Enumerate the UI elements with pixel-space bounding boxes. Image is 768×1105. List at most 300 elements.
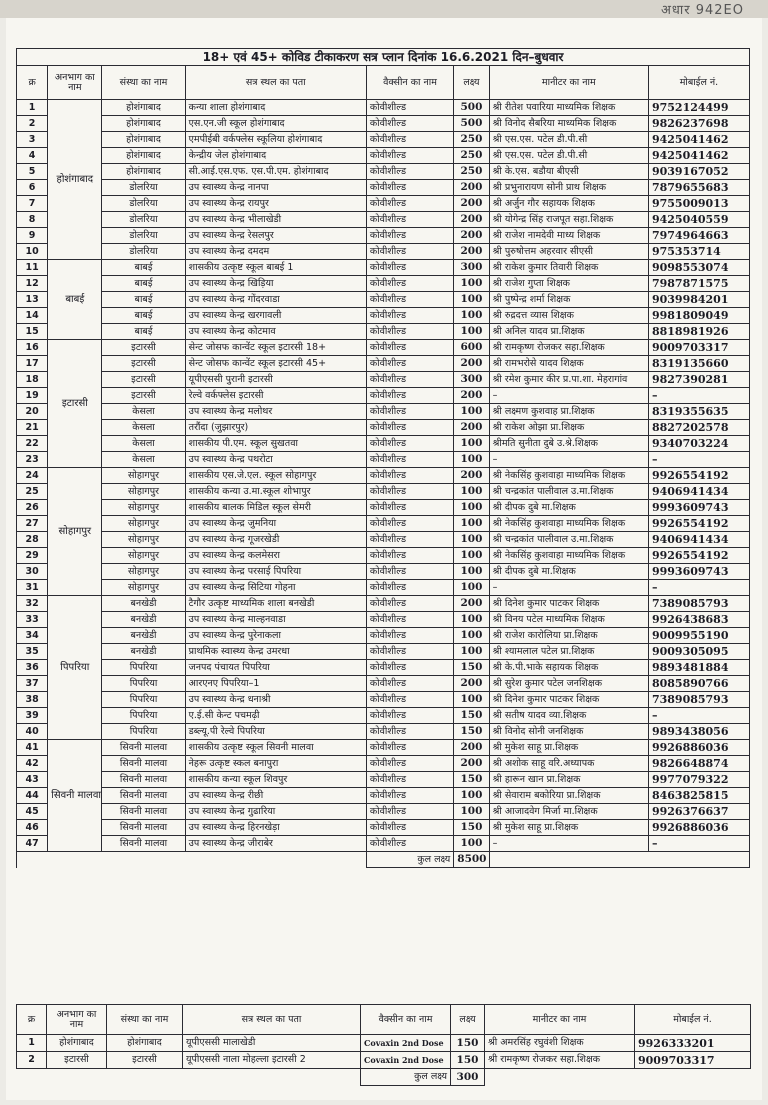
row-target: 100 [454, 436, 489, 452]
row-mobile: 9926886036 [648, 820, 749, 836]
row-site: उप स्वास्थ्य केन्द्र गोंदरवाडा [185, 292, 366, 308]
row-institution: सिवनी मालवा [102, 772, 185, 788]
row-institution: डोलरिया [102, 196, 185, 212]
row-site: तरौंदा (जुझारपुर) [185, 420, 366, 436]
row-vaccine: कोवीशील्ड [366, 772, 453, 788]
row-target: 100 [454, 804, 489, 820]
row-site: एस.एन.जी स्कूल होशंगाबाद [185, 116, 366, 132]
row-sr: 37 [17, 676, 48, 692]
header-mobile: मोबाईल नं. [648, 66, 749, 100]
header-monitor: मानीटर का नाम [489, 66, 648, 100]
row-monitor: श्री लक्ष्मण कुशवाह प्रा.शिक्षक [489, 404, 648, 420]
row-vaccine: कोवीशील्ड [366, 500, 453, 516]
row-target: 100 [454, 612, 489, 628]
row-monitor: श्री अनिल यादव प्रा.शिक्षक [489, 324, 648, 340]
section-name: पिपरिया [48, 596, 102, 740]
row-sr: 3 [17, 132, 48, 148]
row-site: उप स्वास्थ्य केन्द्र भीलाखेडी [185, 212, 366, 228]
row-monitor: श्री दिनेश कुमार पाटकर शिक्षक [489, 596, 648, 612]
row-target: 100 [454, 404, 489, 420]
row-sr: 14 [17, 308, 48, 324]
row-vaccine: कोवीशील्ड [366, 788, 453, 804]
row-vaccine: कोवीशील्ड [366, 804, 453, 820]
row-mobile: 8827202578 [648, 420, 749, 436]
row-sr: 19 [17, 388, 48, 404]
row-mobile: 9425041462 [648, 148, 749, 164]
row-target: 100 [454, 276, 489, 292]
row-institution: इटारसी [107, 1052, 183, 1069]
row-mobile: 9406941434 [648, 532, 749, 548]
table-row [17, 628, 750, 644]
covaxin-header-row [17, 1005, 751, 1035]
table-row [17, 724, 750, 740]
row-monitor: श्री रामभरोसे यादव शिक्षक [489, 356, 648, 372]
table-row [17, 564, 750, 580]
row-mobile: 9009305095 [648, 644, 749, 660]
row-sr: 33 [17, 612, 48, 628]
row-sr: 9 [17, 228, 48, 244]
row-target: 150 [451, 1052, 485, 1069]
table-row [17, 292, 750, 308]
row-institution: बनखेडी [102, 596, 185, 612]
row-sr: 46 [17, 820, 48, 836]
row-monitor: – [489, 388, 648, 404]
row-target: 100 [454, 516, 489, 532]
table-row [17, 580, 750, 596]
row-site: केन्द्रीय जेल होशंगाबाद [185, 148, 366, 164]
table-row [17, 644, 750, 660]
header-site: सत्र स्थल का पता [185, 66, 366, 100]
row-monitor: श्री राकेश ओझा प्रा.शिक्षक [489, 420, 648, 436]
row-target: 600 [454, 340, 489, 356]
row-sr: 22 [17, 436, 48, 452]
row-mobile: 8319135660 [648, 356, 749, 372]
row-monitor: श्री राजेश कारोलिया प्रा.शिक्षक [489, 628, 648, 644]
row-sr: 42 [17, 756, 48, 772]
row-target: 250 [454, 164, 489, 180]
row-mobile: 9406941434 [648, 484, 749, 500]
row-mobile: 8085890766 [648, 676, 749, 692]
row-institution: डोलरिया [102, 244, 185, 260]
row-vaccine: कोवीशील्ड [366, 196, 453, 212]
row-vaccine: कोवीशील्ड [366, 388, 453, 404]
row-sr: 21 [17, 420, 48, 436]
row-mobile: 9977079322 [648, 772, 749, 788]
table-row [17, 804, 750, 820]
row-institution: होशंगाबाद [102, 132, 185, 148]
row-institution: बाबई [102, 260, 185, 276]
row-target: 200 [454, 740, 489, 756]
row-vaccine: कोवीशील्ड [366, 180, 453, 196]
row-sr: 35 [17, 644, 48, 660]
row-monitor: श्री आजादवेग मिर्जा मा.शिक्षक [489, 804, 648, 820]
cov-header-mobile: मोबाईल नं. [635, 1005, 751, 1035]
row-target: 100 [454, 644, 489, 660]
row-sr: 47 [17, 836, 48, 852]
row-mobile: 9926438683 [648, 612, 749, 628]
row-target: 150 [454, 772, 489, 788]
row-monitor: श्री सेवाराम बकोरिया प्रा.शिक्षक [489, 788, 648, 804]
row-institution: सोहागपुर [102, 516, 185, 532]
row-mobile: 9009703317 [635, 1052, 751, 1069]
row-monitor: श्री अशोक साहू वरि.अध्यापक [489, 756, 648, 772]
row-site: उप स्वास्थ्य केन्द्र रायपुर [185, 196, 366, 212]
table-row [17, 468, 750, 484]
row-target: 100 [454, 548, 489, 564]
covaxin-session-table [16, 1004, 751, 1086]
row-sr: 23 [17, 452, 48, 468]
row-target: 200 [454, 356, 489, 372]
row-site: उप स्वास्थ्य केन्द्र पथरोटा [185, 452, 366, 468]
section-name: होशंगाबाद [48, 100, 102, 260]
row-monitor: श्री श्यामलाल पटेल प्रा.शिक्षक [489, 644, 648, 660]
row-institution: बनखेडी [102, 612, 185, 628]
row-target: 200 [454, 388, 489, 404]
table-row [17, 708, 750, 724]
row-monitor: श्रीमति सुनीता दुबे उ.श्रे.शिक्षक [489, 436, 648, 452]
row-mobile: 9425041462 [648, 132, 749, 148]
row-institution: पिपरिया [102, 676, 185, 692]
row-vaccine: कोवीशील्ड [366, 340, 453, 356]
row-target: 100 [454, 788, 489, 804]
row-sr: 44 [17, 788, 48, 804]
row-mobile: 8818981926 [648, 324, 749, 340]
table-row [17, 260, 750, 276]
row-monitor: श्री विनोद सैबरिया माध्यमिक शिक्षक [489, 116, 648, 132]
row-site: शासकीय उत्कृष्ट स्कूल बाबई 1 [185, 260, 366, 276]
row-sr: 8 [17, 212, 48, 228]
row-mobile: 975353714 [648, 244, 749, 260]
row-sr: 18 [17, 372, 48, 388]
row-site: सेन्ट जोसफ कान्वेंट स्कूल इटारसी 18+ [185, 340, 366, 356]
row-institution: सोहागपुर [102, 532, 185, 548]
row-institution: होशंगाबाद [102, 100, 185, 116]
row-mobile: – [648, 836, 749, 852]
row-institution: सिवनी मालवा [102, 756, 185, 772]
covaxin-total-value: 300 [451, 1069, 485, 1086]
row-institution: सोहागपुर [102, 484, 185, 500]
row-sr: 1 [17, 100, 48, 116]
table-row [17, 660, 750, 676]
row-vaccine: कोवीशील्ड [366, 244, 453, 260]
row-site: उप स्वास्थ्य केन्द्र रेसलपुर [185, 228, 366, 244]
row-institution: केसला [102, 404, 185, 420]
cov-header-institution: संस्था का नाम [107, 1005, 183, 1035]
row-institution: डोलरिया [102, 212, 185, 228]
table-row [17, 452, 750, 468]
row-vaccine: कोवीशील्ड [366, 276, 453, 292]
row-mobile: 9993609743 [648, 500, 749, 516]
row-sr: 34 [17, 628, 48, 644]
row-target: 250 [454, 148, 489, 164]
row-monitor: श्री दीपक दुबे मा.शिक्षक [489, 564, 648, 580]
row-sr: 28 [17, 532, 48, 548]
cov-header-monitor: मानीटर का नाम [485, 1005, 635, 1035]
row-sr: 36 [17, 660, 48, 676]
row-institution: सोहागपुर [102, 548, 185, 564]
row-target: 200 [454, 468, 489, 484]
row-vaccine: कोवीशील्ड [366, 324, 453, 340]
row-monitor: श्री राकेश कुमार तिवारी शिक्षक [489, 260, 648, 276]
row-target: 100 [454, 292, 489, 308]
row-mobile: – [648, 388, 749, 404]
row-sr: 30 [17, 564, 48, 580]
total-value: 8500 [454, 852, 489, 868]
covaxin-total-label: कुल लक्ष्य [361, 1069, 451, 1086]
row-vaccine: कोवीशील्ड [366, 164, 453, 180]
table-row [17, 532, 750, 548]
row-site: उप स्वास्थ्य केन्द्र धनाश्री [185, 692, 366, 708]
row-mobile: 7974964663 [648, 228, 749, 244]
row-mobile: 9425040559 [648, 212, 749, 228]
row-monitor: श्री दीपक दुबे मा.शिक्षक [489, 500, 648, 516]
row-institution: पिपरिया [102, 724, 185, 740]
row-sr: 27 [17, 516, 48, 532]
row-site: यूपीएससी मालाखेडी [183, 1035, 361, 1052]
row-institution: होशंगाबाद [107, 1035, 183, 1052]
row-site: उप स्वास्थ्य केन्द्र सिटिया गोहना [185, 580, 366, 596]
row-monitor: श्री रुद्रदत्त व्यास शिक्षक [489, 308, 648, 324]
row-sr: 24 [17, 468, 48, 484]
row-site: शासकीय बालक मिडिल स्कूल सेमरी [185, 500, 366, 516]
row-monitor: श्री हारून खान प्रा.शिक्षक [489, 772, 648, 788]
table-row [17, 340, 750, 356]
row-mobile: 7389085793 [648, 596, 749, 612]
row-institution: पिपरिया [102, 660, 185, 676]
row-institution: इटारसी [102, 356, 185, 372]
row-target: 100 [454, 836, 489, 852]
row-target: 100 [454, 564, 489, 580]
row-monitor: श्री पुष्पेन्द्र शर्मा शिक्षक [489, 292, 648, 308]
row-institution: इटारसी [102, 340, 185, 356]
row-mobile: 9340703224 [648, 436, 749, 452]
row-mobile: 8319355635 [648, 404, 749, 420]
row-target: 250 [454, 132, 489, 148]
row-vaccine: कोवीशील्ड [366, 532, 453, 548]
header-sr: क्र [17, 66, 48, 100]
row-vaccine: कोवीशील्ड [366, 516, 453, 532]
row-mobile: 9893438056 [648, 724, 749, 740]
section-name: बाबई [48, 260, 102, 340]
row-site: उप स्वास्थ्य केन्द्र कलमेसरा [185, 548, 366, 564]
row-mobile: 9926554192 [648, 548, 749, 564]
row-mobile: 9926554192 [648, 468, 749, 484]
row-vaccine: कोवीशील्ड [366, 676, 453, 692]
row-vaccine: कोवीशील्ड [366, 692, 453, 708]
row-vaccine: कोवीशील्ड [366, 580, 453, 596]
total-spacer-right [485, 1069, 751, 1086]
row-target: 300 [454, 372, 489, 388]
table-row [17, 420, 750, 436]
row-vaccine: कोवीशील्ड [366, 836, 453, 852]
row-monitor: श्री एस.एस. पटेल डी.पी.सी [489, 132, 648, 148]
row-institution: बाबई [102, 292, 185, 308]
row-institution: इटारसी [102, 388, 185, 404]
row-target: 100 [454, 324, 489, 340]
cov-header-target: लक्ष्य [451, 1005, 485, 1035]
row-institution: सिवनी मालवा [102, 804, 185, 820]
table-row [17, 244, 750, 260]
row-sr: 10 [17, 244, 48, 260]
row-institution: सोहागपुर [102, 580, 185, 596]
row-monitor: श्री विनय पटेल माध्यमिक शिक्षक [489, 612, 648, 628]
table-row [17, 516, 750, 532]
row-monitor: श्री मुकेश साहू प्रा.शिक्षक [489, 820, 648, 836]
row-site: टैगौर उत्कृष्ट माध्यमिक शाला बनखेडी [185, 596, 366, 612]
row-institution: बनखेडी [102, 628, 185, 644]
row-sr: 16 [17, 340, 48, 356]
row-institution: बाबई [102, 324, 185, 340]
row-institution: सिवनी मालवा [102, 740, 185, 756]
row-site: प्राथमिक स्वास्थ्य केन्द्र उमरधा [185, 644, 366, 660]
row-sr: 4 [17, 148, 48, 164]
row-target: 100 [454, 452, 489, 468]
row-site: डब्ल्यू.पी रेल्वे पिपरिया [185, 724, 366, 740]
row-sr: 32 [17, 596, 48, 612]
row-mobile: – [648, 452, 749, 468]
row-monitor: श्री पुरुषोत्तम अहरवार सीएसी [489, 244, 648, 260]
section-name: इटारसी [48, 340, 102, 468]
table-row [17, 148, 750, 164]
row-site: एमपीईबी वर्कफ्लेस स्कूलिया होशंगाबाद [185, 132, 366, 148]
row-monitor: श्री राजेश नामदेवी माध्य शिक्षक [489, 228, 648, 244]
row-section: इटारसी [47, 1052, 107, 1069]
row-institution: बाबई [102, 276, 185, 292]
row-mobile: – [648, 708, 749, 724]
row-sr: 39 [17, 708, 48, 724]
table-row [17, 308, 750, 324]
row-vaccine: कोवीशील्ड [366, 356, 453, 372]
row-site: आरएनए पिपरिया–1 [185, 676, 366, 692]
row-mobile: 9752124499 [648, 100, 749, 116]
cov-header-vaccine: वैक्सीन का नाम [361, 1005, 451, 1035]
row-institution: बाबई [102, 308, 185, 324]
row-monitor: श्री अर्जुन गौर सहायक शिक्षक [489, 196, 648, 212]
row-institution: डोलरिया [102, 180, 185, 196]
row-institution: केसला [102, 436, 185, 452]
row-sr: 20 [17, 404, 48, 420]
row-site: उप स्वास्थ्य केन्द्र परसाई पिपरिया [185, 564, 366, 580]
row-mobile: 7879655683 [648, 180, 749, 196]
row-institution: होशंगाबाद [102, 116, 185, 132]
row-vaccine: कोवीशील्ड [366, 372, 453, 388]
row-monitor: श्री सुरेश कुमार पटेल जनशिक्षक [489, 676, 648, 692]
row-target: 100 [454, 500, 489, 516]
row-mobile: 9755009013 [648, 196, 749, 212]
row-institution: होशंगाबाद [102, 148, 185, 164]
row-sr: 26 [17, 500, 48, 516]
row-target: 200 [454, 596, 489, 612]
row-site: सेन्ट जोसफ कान्वेंट स्कूल इटारसी 45+ [185, 356, 366, 372]
row-institution: इटारसी [102, 372, 185, 388]
row-target: 500 [454, 100, 489, 116]
row-site: उप स्वास्थ्य केन्द्र मलोथर [185, 404, 366, 420]
row-mobile: 9826648874 [648, 756, 749, 772]
row-site: उप स्वास्थ्य केन्द्र नानपा [185, 180, 366, 196]
row-vaccine: कोवीशील्ड [366, 404, 453, 420]
row-target: 200 [454, 420, 489, 436]
row-sr: 13 [17, 292, 48, 308]
row-institution: सोहागपुर [102, 500, 185, 516]
row-target: 200 [454, 212, 489, 228]
table-row [17, 228, 750, 244]
row-vaccine: कोवीशील्ड [366, 420, 453, 436]
row-target: 500 [454, 116, 489, 132]
row-monitor: श्री चन्द्रकांत पालीवाल उ.मा.शिक्षक [489, 532, 648, 548]
row-monitor: श्री के.पी.भाके सहायक शिक्षक [489, 660, 648, 676]
row-monitor: श्री दिनेश कुमार पाटकर शिक्षक [489, 692, 648, 708]
row-institution: डोलरिया [102, 228, 185, 244]
table-header-row [17, 66, 750, 100]
row-vaccine: कोवीशील्ड [366, 756, 453, 772]
row-vaccine: कोवीशील्ड [366, 724, 453, 740]
row-site: यूपीएससी नाला मोहल्ला इटारसी 2 [183, 1052, 361, 1069]
row-monitor: श्री नेकसिंह कुशवाहा माध्यमिक शिक्षक [489, 516, 648, 532]
row-vaccine: कोवीशील्ड [366, 484, 453, 500]
row-monitor: – [489, 836, 648, 852]
row-vaccine: कोवीशील्ड [366, 660, 453, 676]
row-mobile: 9926333201 [635, 1035, 751, 1052]
row-site: उप स्वास्थ्य केन्द्र खरगावली [185, 308, 366, 324]
row-sr: 6 [17, 180, 48, 196]
table-row [17, 356, 750, 372]
session-plan-table [16, 48, 750, 868]
row-site: कन्या शाला होशंगाबाद [185, 100, 366, 116]
total-spacer [17, 1069, 361, 1086]
row-site: सी.आई.एस.एफ. एस.पी.एम. होशंगाबाद [185, 164, 366, 180]
row-institution: बनखेडी [102, 644, 185, 660]
row-mobile: 7389085793 [648, 692, 749, 708]
row-monitor: श्री अमरसिंह रघुवंशी शिक्षक [485, 1035, 635, 1052]
row-sr: 15 [17, 324, 48, 340]
row-vaccine: कोवीशील्ड [366, 452, 453, 468]
table-row [17, 180, 750, 196]
row-target: 200 [454, 244, 489, 260]
table-row [17, 436, 750, 452]
row-mobile: 9827390281 [648, 372, 749, 388]
row-institution: केसला [102, 452, 185, 468]
row-monitor: श्री नेकसिंह कुशवाहा माध्यमिक शिक्षक [489, 468, 648, 484]
row-section: होशंगाबाद [47, 1035, 107, 1052]
row-sr: 40 [17, 724, 48, 740]
table-row [17, 196, 750, 212]
header-vaccine: वैक्सीन का नाम [366, 66, 453, 100]
row-target: 200 [454, 228, 489, 244]
row-vaccine: कोवीशील्ड [366, 132, 453, 148]
row-vaccine: कोवीशील्ड [366, 708, 453, 724]
row-sr: 2 [17, 1052, 47, 1069]
table-row [17, 740, 750, 756]
row-site: शासकीय पी.एम. स्कूल सुखतवा [185, 436, 366, 452]
row-sr: 7 [17, 196, 48, 212]
row-site: शासकीय कन्या उ.मा.स्कूल शोभापुर [185, 484, 366, 500]
row-target: 150 [454, 708, 489, 724]
table-row [17, 276, 750, 292]
row-institution: सिवनी मालवा [102, 788, 185, 804]
row-sr: 1 [17, 1035, 47, 1052]
row-vaccine: कोवीशील्ड [366, 740, 453, 756]
row-mobile: 7987871575 [648, 276, 749, 292]
row-mobile: 9926376637 [648, 804, 749, 820]
section-name: सोहागपुर [48, 468, 102, 596]
row-target: 300 [454, 260, 489, 276]
row-vaccine: कोवीशील्ड [366, 564, 453, 580]
row-vaccine: कोवीशील्ड [366, 596, 453, 612]
table-row [17, 772, 750, 788]
top-edge-strip [0, 0, 768, 18]
table-row [17, 692, 750, 708]
document-sheet [6, 18, 762, 1100]
